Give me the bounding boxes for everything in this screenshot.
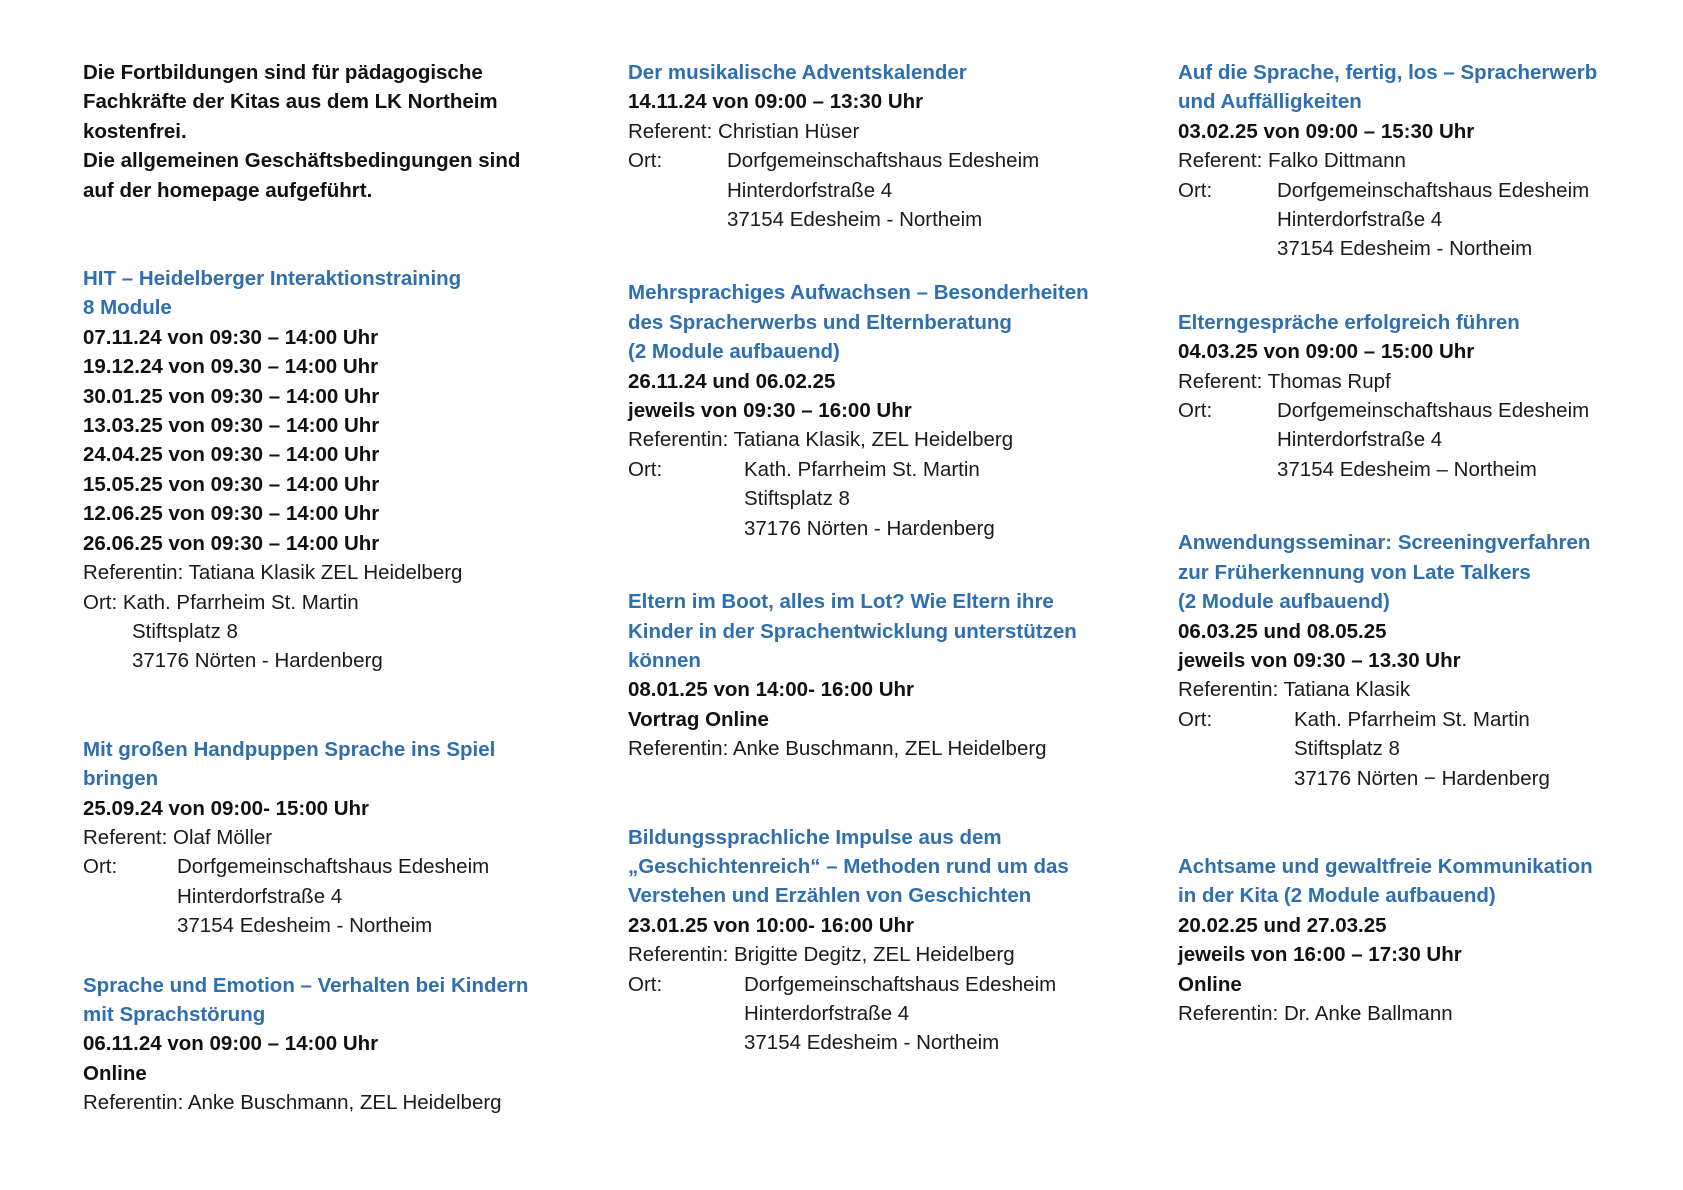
- course-referent: Referentin: Anke Buschmann, ZEL Heidelberg: [628, 737, 1047, 761]
- location-label: Ort:: [1178, 178, 1213, 202]
- course-location: Stiftsplatz 8: [132, 619, 238, 643]
- course-date: 07.11.24 von 09:30 – 14:00 Uhr: [83, 325, 379, 349]
- address-line: 37154 Edesheim - Northeim: [177, 914, 433, 938]
- course-location: [1178, 176, 1658, 264]
- course-date: 15.05.25 von 09:30 – 14:00 Uhr: [83, 472, 380, 496]
- course-location: [628, 455, 1138, 543]
- course-location: [1178, 396, 1658, 484]
- course-date: jeweils von 09:30 – 16:00 Uhr: [628, 399, 912, 423]
- location-label: Ort:: [628, 457, 663, 481]
- course-title: Eltern im Boot, alles im Lot? Wie Eltern ihre: [628, 590, 1054, 614]
- course-title: in der Kita (2 Module aufbauend): [1178, 884, 1496, 908]
- course-location: 37176 Nörten - Hardenberg: [132, 649, 383, 673]
- course-eltern-im-boot: [628, 587, 1138, 763]
- course-referent: Referentin: Tatiana Klasik, ZEL Heidelberg: [628, 428, 1014, 452]
- address-line: Hinterdorfstraße 4: [727, 178, 893, 202]
- course-screening: [1178, 528, 1658, 793]
- location-label: Ort:: [628, 149, 663, 173]
- course-date: jeweils von 16:00 – 17:30 Uhr: [1178, 943, 1462, 967]
- course-elterngespraeche: [1178, 308, 1658, 484]
- course-achtsam: [1178, 852, 1658, 1028]
- address-line: Kath. Pfarrheim St. Martin: [744, 457, 980, 481]
- address-line: Hinterdorfstraße 4: [177, 884, 343, 908]
- course-date: 24.04.25 von 09:30 – 14:00 Uhr: [83, 443, 380, 467]
- course-location: [628, 970, 1138, 1058]
- address-line: Dorfgemeinschaftshaus Edesheim: [1277, 399, 1590, 423]
- course-title: Der musikalische Adventskalender: [628, 61, 967, 84]
- course-title: Kinder in der Sprachentwicklung unterstützen: [628, 619, 1077, 643]
- course-emotion: [83, 971, 563, 1118]
- course-title: Auf die Sprache, fertig, los – Spracherwerb: [1178, 61, 1598, 84]
- intro-line: kostenfrei.: [83, 119, 187, 143]
- course-date: 23.01.25 von 10:00- 16:00 Uhr: [628, 913, 915, 937]
- course-mode: Online: [1178, 972, 1242, 996]
- course-title: Mehrsprachiges Aufwachsen – Besonderheiten: [628, 281, 1089, 305]
- course-title: Mit großen Handpuppen Sprache ins Spiel: [83, 737, 496, 761]
- column-right: [1178, 58, 1658, 1028]
- address-line: 37154 Edesheim - Northeim: [727, 208, 983, 232]
- course-title: Verstehen und Erzählen von Geschichten: [628, 884, 1032, 908]
- course-hit: [83, 264, 563, 676]
- intro-line: Fachkräfte der Kitas aus dem LK Northeim: [83, 90, 498, 114]
- course-referent: Referent: Olaf Möller: [83, 825, 273, 849]
- address-line: Dorfgemeinschaftshaus Edesheim: [177, 855, 490, 879]
- address-line: Dorfgemeinschaftshaus Edesheim: [727, 149, 1040, 173]
- course-mehrsprachig: [628, 278, 1138, 543]
- course-bildungssprache: [628, 823, 1138, 1058]
- course-title: bringen: [83, 767, 159, 791]
- course-referent: Referent: Thomas Rupf: [1178, 369, 1391, 393]
- address-line: Dorfgemeinschaftshaus Edesheim: [1277, 178, 1590, 202]
- course-title: können: [628, 648, 701, 672]
- course-title: „Geschichtenreich“ – Methoden rund um das: [628, 854, 1069, 878]
- course-date: 06.11.24 von 09:00 – 14:00 Uhr: [83, 1032, 379, 1056]
- course-title: Achtsame und gewaltfreie Kommunikation: [1178, 854, 1593, 878]
- location-address: [744, 455, 995, 543]
- course-date: 19.12.24 von 09.30 – 14:00 Uhr: [83, 355, 379, 379]
- intro-line: Die Fortbildungen sind für pädagogische: [83, 61, 483, 84]
- course-title: 8 Module: [83, 296, 172, 320]
- address-line: 37176 Nörten − Hardenberg: [1294, 766, 1550, 790]
- address-line: 37176 Nörten - Hardenberg: [744, 516, 995, 540]
- course-location: [628, 146, 1138, 234]
- course-referent: Referent: Christian Hüser: [628, 119, 860, 143]
- location-address: [177, 852, 489, 940]
- address-line: Hinterdorfstraße 4: [744, 1001, 910, 1025]
- address-line: 37154 Edesheim – Northeim: [1277, 457, 1537, 481]
- course-location: Ort: Kath. Pfarrheim St. Martin: [83, 590, 359, 614]
- course-title: zur Früherkennung von Late Talkers: [1178, 560, 1531, 584]
- address-line: Hinterdorfstraße 4: [1277, 208, 1443, 232]
- course-mode: Vortrag Online: [628, 707, 769, 731]
- course-referent: Referentin: Anke Buschmann, ZEL Heidelberg: [83, 1091, 502, 1115]
- course-referent: Referentin: Tatiana Klasik: [1178, 678, 1411, 702]
- address-line: 37154 Edesheim - Northeim: [1277, 237, 1533, 261]
- address-line: Kath. Pfarrheim St. Martin: [1294, 707, 1530, 731]
- location-label: Ort:: [1178, 399, 1213, 423]
- address-line: Hinterdorfstraße 4: [1277, 428, 1443, 452]
- course-referent: Referent: Falko Dittmann: [1178, 149, 1406, 173]
- course-referent: Referentin: Tatiana Klasik ZEL Heidelberg: [83, 561, 463, 585]
- course-title: Anwendungsseminar: Screeningverfahren: [1178, 531, 1591, 555]
- course-location: [83, 852, 563, 940]
- course-date: 20.02.25 und 27.03.25: [1178, 913, 1387, 937]
- intro-text: [83, 58, 563, 205]
- course-sprache-los: [1178, 58, 1658, 264]
- course-title: des Spracherwerbs und Elternberatung: [628, 310, 1012, 334]
- address-line: 37154 Edesheim - Northeim: [744, 1031, 1000, 1055]
- course-title: HIT – Heidelberger Interaktionstraining: [83, 267, 462, 291]
- course-referent: Referentin: Brigitte Degitz, ZEL Heidelberg: [628, 943, 1015, 967]
- course-title: Sprache und Emotion – Verhalten bei Kindern: [83, 973, 529, 997]
- course-date: 14.11.24 von 09:00 – 13:30 Uhr: [628, 90, 924, 114]
- course-title: Elterngespräche erfolgreich führen: [1178, 310, 1520, 334]
- course-referent: Referentin: Dr. Anke Ballmann: [1178, 1001, 1453, 1025]
- course-title: (2 Module aufbauend): [628, 340, 840, 364]
- location-label: Ort:: [628, 972, 663, 996]
- location-address: [1277, 176, 1589, 264]
- course-date: 26.06.25 von 09:30 – 14:00 Uhr: [83, 531, 380, 555]
- location-label: Ort:: [1178, 707, 1213, 731]
- course-date: 04.03.25 von 09:00 – 15:00 Uhr: [1178, 340, 1475, 364]
- location-address: [1277, 396, 1589, 484]
- course-title: und Auffälligkeiten: [1178, 90, 1362, 114]
- course-location: [1178, 705, 1658, 793]
- course-date: 13.03.25 von 09:30 – 14:00 Uhr: [83, 414, 380, 438]
- course-date: 12.06.25 von 09:30 – 14:00 Uhr: [83, 502, 380, 526]
- course-date: 06.03.25 und 08.05.25: [1178, 619, 1387, 643]
- address-line: Stiftsplatz 8: [1294, 737, 1400, 761]
- location-address: [1294, 705, 1550, 793]
- course-date: 26.11.24 und 06.02.25: [628, 369, 836, 393]
- course-date: 25.09.24 von 09:00- 15:00 Uhr: [83, 796, 370, 820]
- course-title: (2 Module aufbauend): [1178, 590, 1390, 614]
- location-address: [727, 146, 1039, 234]
- location-address: [744, 970, 1056, 1058]
- column-middle: [628, 58, 1138, 1058]
- column-left: [83, 58, 563, 1118]
- course-mode: Online: [83, 1061, 147, 1085]
- course-date: 08.01.25 von 14:00- 16:00 Uhr: [628, 678, 915, 702]
- address-line: Dorfgemeinschaftshaus Edesheim: [744, 972, 1057, 996]
- course-date: 03.02.25 von 09:00 – 15:30 Uhr: [1178, 119, 1475, 143]
- intro-line: Die allgemeinen Geschäftsbedingungen sind: [83, 149, 521, 173]
- course-handpuppen: [83, 735, 563, 941]
- course-title: mit Sprachstörung: [83, 1002, 266, 1026]
- course-title: Bildungssprachliche Impulse aus dem: [628, 825, 1002, 849]
- course-advent: [628, 58, 1138, 234]
- intro-line: auf der homepage aufgeführt.: [83, 178, 373, 202]
- location-label: Ort:: [83, 855, 118, 879]
- address-line: Stiftsplatz 8: [744, 487, 850, 511]
- course-date: 30.01.25 von 09:30 – 14:00 Uhr: [83, 384, 380, 408]
- course-date: jeweils von 09:30 – 13.30 Uhr: [1178, 648, 1461, 672]
